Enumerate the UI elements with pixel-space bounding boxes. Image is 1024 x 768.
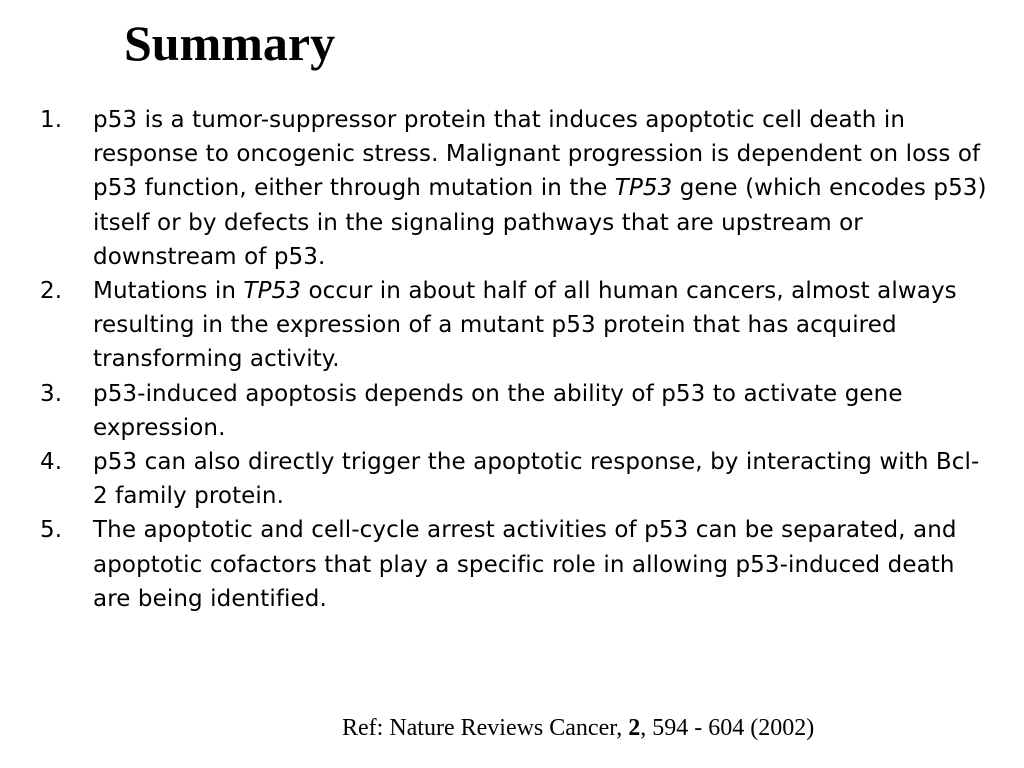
text-span: gene (which encodes p53) itself or by defects in the signaling pathways that are upstream or downstream of p53. <box>93 175 987 270</box>
gene-name: TP53 <box>243 278 302 305</box>
list-item-number: 5. <box>40 517 63 544</box>
list-item-text <box>93 107 987 270</box>
list-item-text <box>93 449 979 509</box>
slide-title: Summary <box>124 15 336 71</box>
list-item-number: 4. <box>40 449 63 476</box>
list-item-text <box>93 381 903 441</box>
summary-list <box>40 103 990 616</box>
list-item <box>40 513 990 616</box>
reference-citation <box>342 712 814 744</box>
list-item <box>40 103 990 274</box>
text-span: occur in about half of all human cancers, almost always resulting in the expression of a mutant p53 protein that has acquired transforming activity. <box>93 278 957 373</box>
list-item-text <box>93 278 957 372</box>
list-item-number: 1. <box>40 107 63 133</box>
list-item-number: 3. <box>40 380 63 407</box>
text-span: p53 can also directly trigger the apoptotic response, by interacting with Bcl-2 family protein. <box>93 449 980 510</box>
text-span: Mutations in <box>93 278 244 305</box>
reference-volume: 2 <box>628 715 641 741</box>
list-item <box>40 274 990 377</box>
list-item-text <box>93 517 957 611</box>
list-item-number: 2. <box>40 278 63 305</box>
gene-name: TP53 <box>614 175 673 202</box>
list-item <box>40 445 990 513</box>
list-item <box>40 377 990 445</box>
reference-suffix: , 594 - 604 (2002) <box>640 715 815 741</box>
text-span: p53-induced apoptosis depends on the ability of p53 to activate gene expression. <box>93 380 903 441</box>
reference-prefix: Ref: Nature Reviews Cancer, <box>342 715 629 741</box>
text-span: The apoptotic and cell-cycle arrest activities of p53 can be separated, and apoptotic cofactors that play a specific role in allowing p53-induced death are being identified. <box>93 517 957 612</box>
text-span: p53 is a tumor-suppressor protein that induces apoptotic cell death in response to oncogenic stress. Malignant progression is dependent on loss of p53 function, either through mutation in the <box>93 107 981 202</box>
